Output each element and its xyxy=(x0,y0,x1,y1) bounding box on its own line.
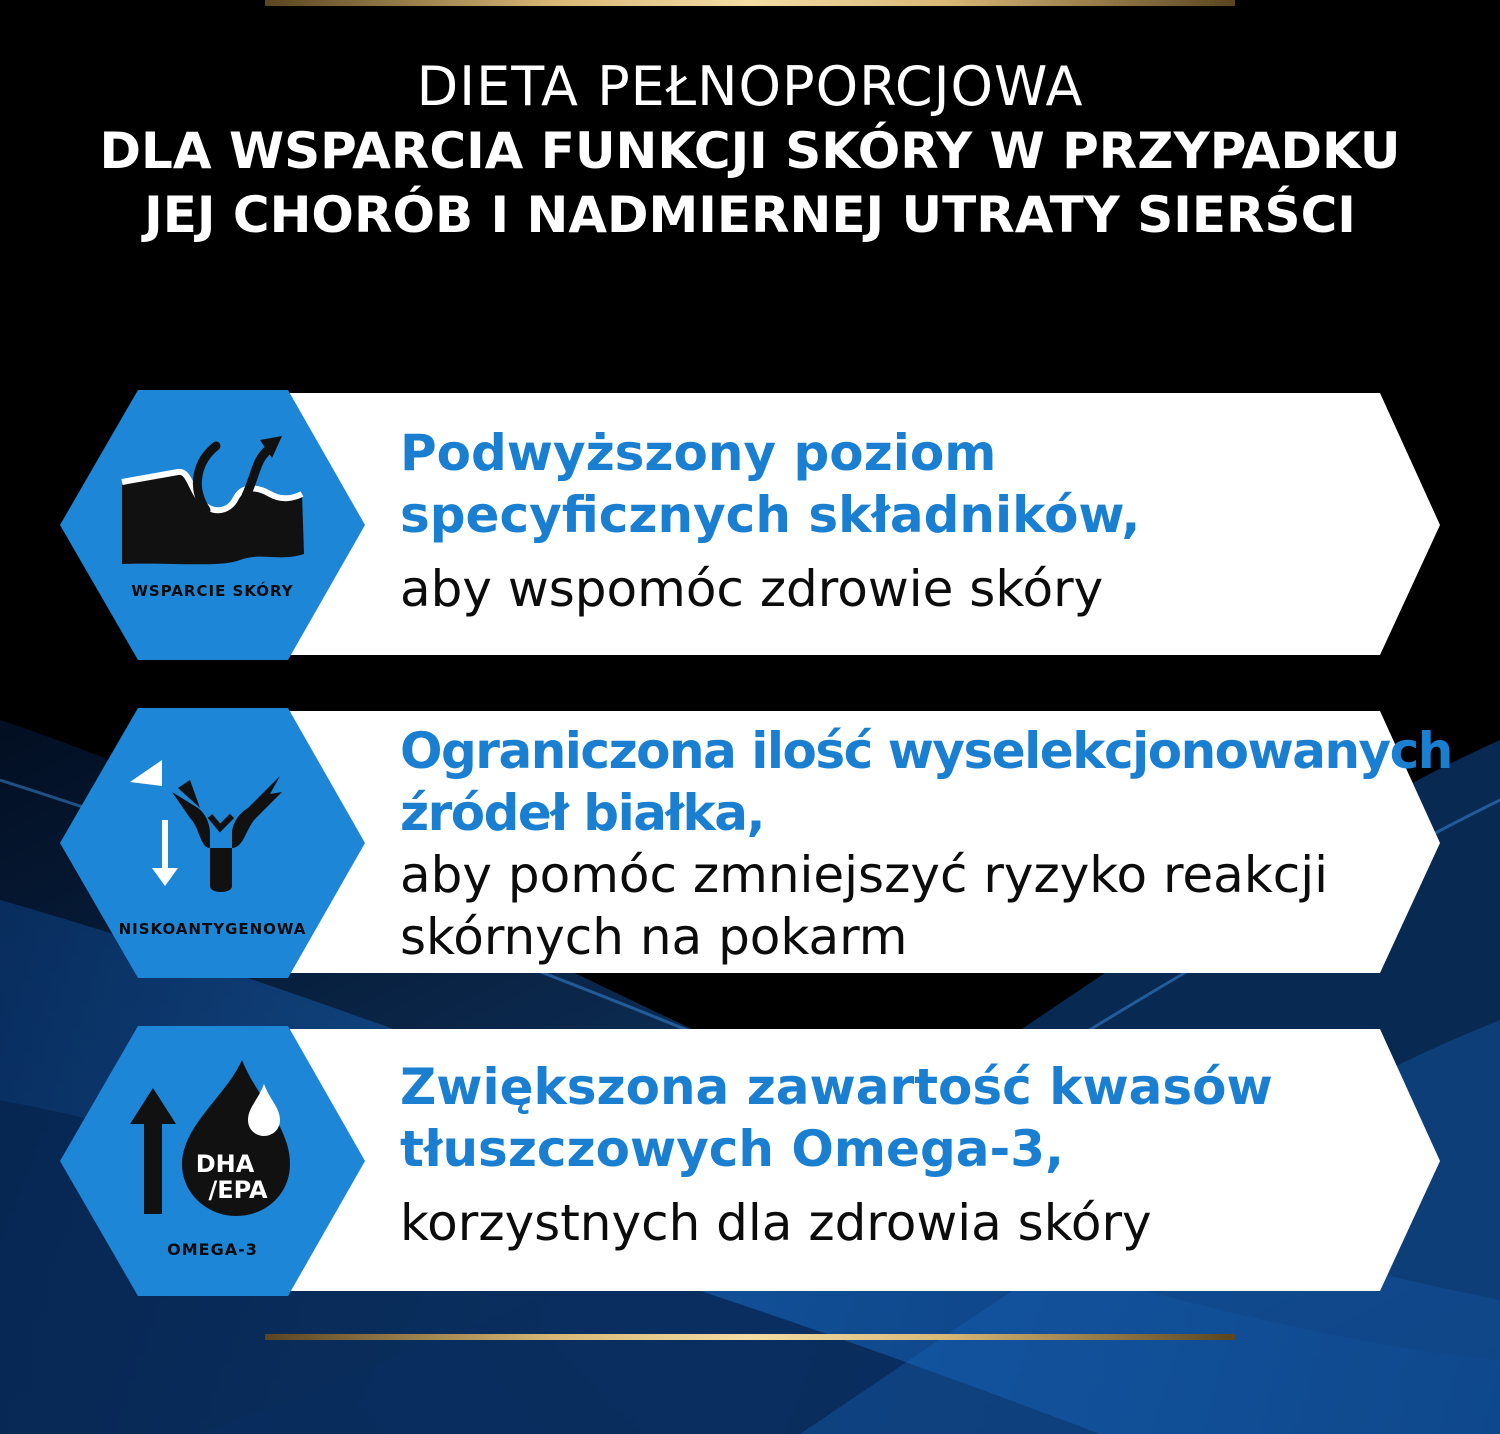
feature-desc-line: korzystnych dla zdrowia skóry xyxy=(400,1194,1152,1252)
feature-text xyxy=(400,1056,1273,1254)
page-headline xyxy=(0,55,1500,247)
feature-title-line: Podwyższony poziom xyxy=(400,424,997,482)
feature-desc-line: skórnych na pokarm xyxy=(400,908,908,966)
feature-title-line: tłuszczowych Omega-3, xyxy=(400,1120,1065,1178)
feature-title-line: Ograniczona ilość wyselekcjonowanych xyxy=(400,722,1452,780)
skin-support-icon xyxy=(60,390,365,660)
gold-divider-top xyxy=(265,0,1235,6)
hex-badge-label: WSPARCIE SKÓRY xyxy=(131,582,294,600)
feature-card-low-antigen xyxy=(60,708,1452,978)
headline-line-2: DLA WSPARCIA FUNKCJI SKÓRY W PRZYPADKU xyxy=(99,122,1401,180)
feature-desc-line: aby pomóc zmniejszyć ryzyko reakcji xyxy=(400,846,1329,904)
hex-badge-label: OMEGA-3 xyxy=(167,1240,258,1259)
feature-card-skin-support xyxy=(60,390,1442,660)
feature-title-line: Zwiększona zawartość kwasów xyxy=(400,1058,1273,1116)
feature-text xyxy=(400,720,1452,968)
feature-text xyxy=(400,422,1140,620)
drop-label-dha: DHA xyxy=(195,1150,255,1178)
feature-desc-line: aby wspomóc zdrowie skóry xyxy=(400,560,1104,618)
hex-badge-label: NISKOANTYGENOWA xyxy=(118,920,307,938)
feature-title-line: specyficznych składników, xyxy=(400,486,1141,544)
headline-line-3: JEJ CHORÓB I NADMIERNEJ UTRATY SIERŚCI xyxy=(144,186,1356,244)
drop-label-epa: /EPA xyxy=(208,1176,268,1204)
headline-line-1: DIETA PEŁNOPORCJOWA xyxy=(416,55,1084,118)
gold-divider-bottom xyxy=(265,1334,1235,1340)
feature-card-omega3 xyxy=(60,1026,1442,1296)
feature-title-line: źródeł białka, xyxy=(400,784,764,842)
